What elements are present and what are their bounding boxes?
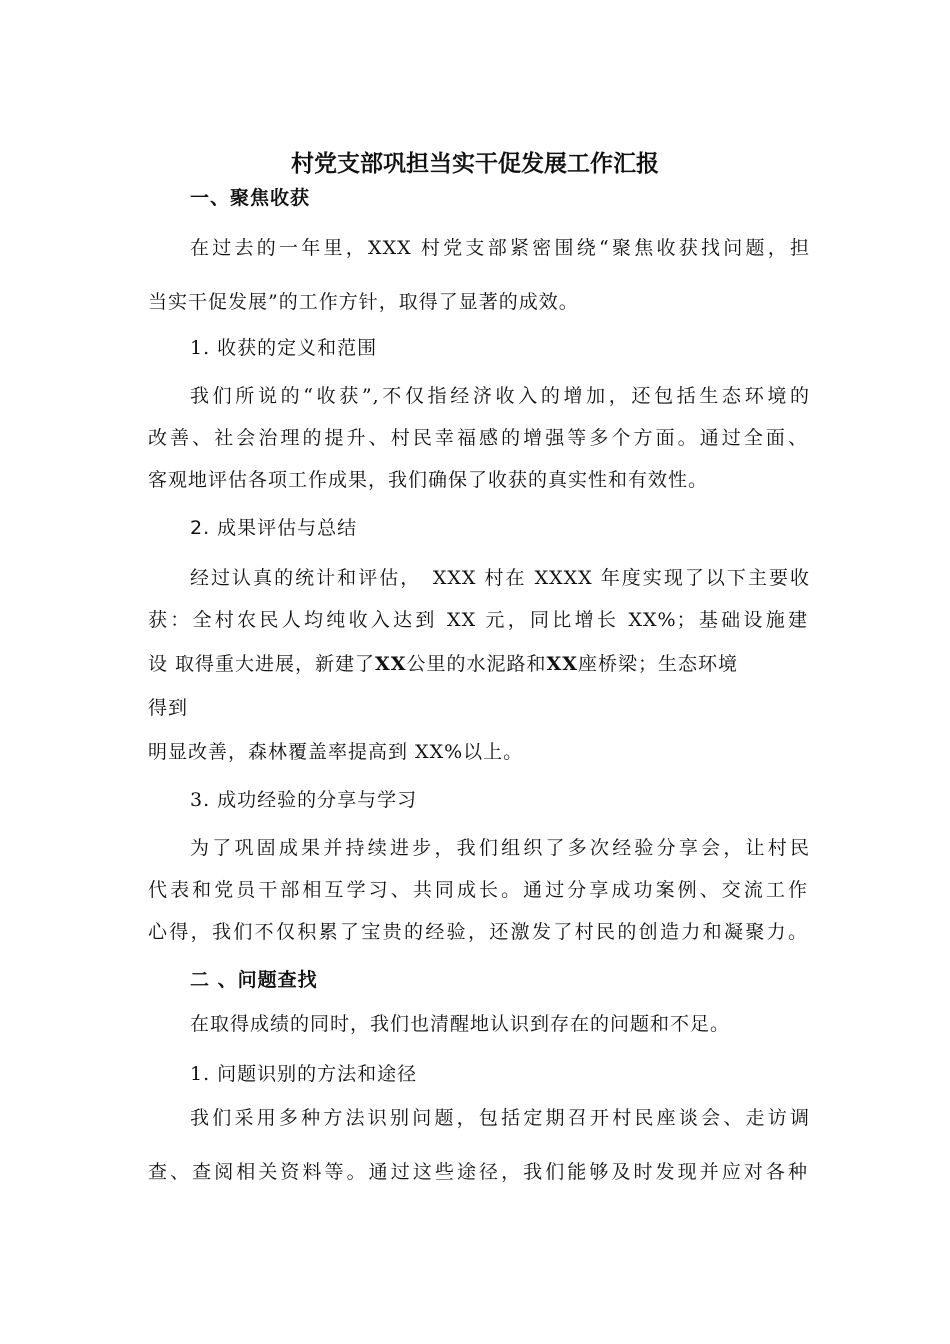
paragraph-line: 当实干促发展”的工作方针，取得了显著的成效。 [148, 291, 579, 313]
paragraph-line: 查、查阅相关资料等。通过这些途径，我们能够及时发现并应对各种 [148, 1161, 808, 1183]
paragraph-line: 我们采用多种方法识别问题，包括定期召开村民座谈会、走访调 [190, 1107, 810, 1129]
text-run: 公里的水泥路和 [406, 653, 547, 675]
paragraph-line [148, 652, 808, 676]
paragraph-line: 为了巩固成果并持续进步，我们组织了多次经验分享会，让村民 [190, 837, 810, 859]
subheading-results-evaluation: 2. 成果评估与总结 [190, 517, 358, 539]
paragraph-line: 我们所说的“收获”,不仅指经济收入的增加，还包括生态环境的 [190, 385, 810, 407]
section-heading-harvest: 一、聚焦收获 [190, 187, 311, 209]
paragraph-line: 获：全村农民人均纯收入达到 XX 元，同比增长 XX%；基础设施建 [148, 609, 808, 631]
text-run: 座桥梁；生态环境 [578, 653, 739, 675]
paragraph-line: 心得，我们不仅积累了宝贵的经验，还激发了村民的创造力和凝聚力。 [148, 921, 808, 943]
subheading-problem-identification: 1. 问题识别的方法和途径 [190, 1063, 418, 1085]
paragraph-line: 客观地评估各项工作成果，我们确保了收获的真实性和有效性。 [148, 469, 709, 491]
paragraph-line: 改善、社会治理的提升、村民幸福感的增强等多个方面。通过全面、 [148, 427, 808, 449]
paragraph-line: 在取得成绩的同时，我们也清醒地认识到存在的问题和不足。 [190, 1013, 731, 1035]
paragraph-line: 经过认真的统计和评估， XXX 村在 XXXX 年度实现了以下主要收 [190, 567, 810, 589]
subheading-experience-sharing: 3. 成功经验的分享与学习 [190, 789, 418, 811]
text-run: 设 取得重大进展，新建了 [148, 653, 376, 675]
subheading-harvest-definition: 1. 收获的定义和范围 [190, 337, 378, 359]
section-heading-problems: 二 、问题查找 [190, 969, 318, 991]
paragraph-line: 明显改善，森林覆盖率提高到 XX%以上。 [148, 741, 524, 763]
paragraph-line: 代表和党员干部相互学习、共同成长。通过分享成功案例、交流工作 [148, 879, 808, 901]
placeholder-value: XX [546, 653, 579, 675]
paragraph-line: 得到 [148, 697, 189, 719]
placeholder-value: XX [375, 653, 407, 675]
document-title: 村党支部巩担当实干促发展工作汇报 [291, 151, 659, 177]
paragraph-line: 在过去的一年里，XXX 村党支部紧密围绕“聚焦收获找问题，担 [190, 237, 810, 259]
